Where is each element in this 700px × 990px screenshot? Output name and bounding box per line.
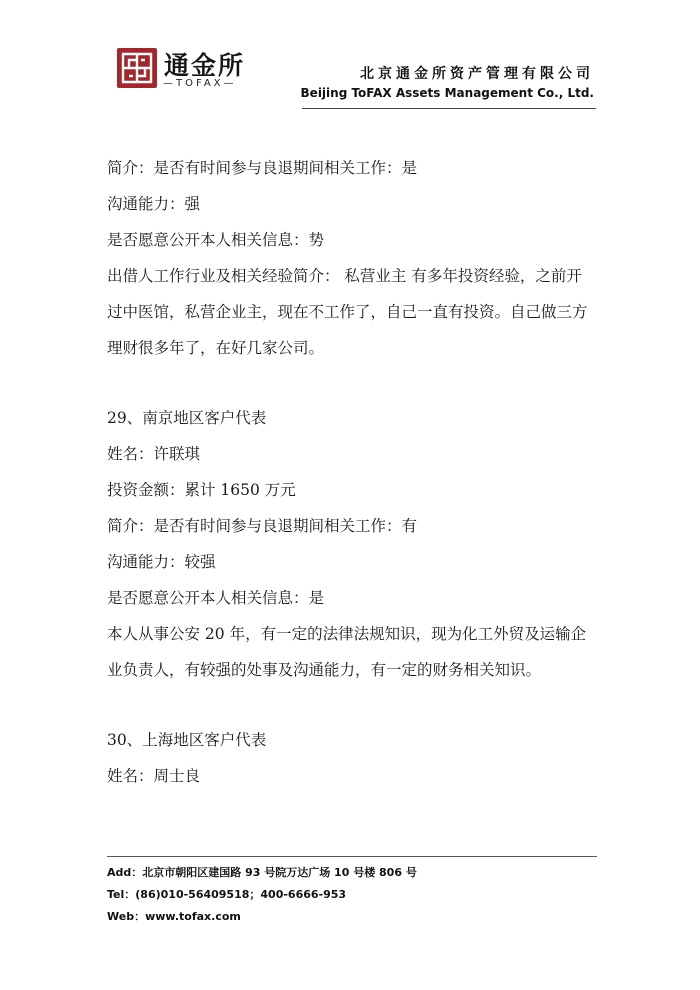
text-line: 投资金额：累计 1650 万元 <box>107 481 296 499</box>
section-heading: 30、上海地区客户代表 <box>107 731 267 749</box>
text-line: 沟通能力：较强 <box>107 553 216 571</box>
text-line: 简介：是否有时间参与良退期间相关工作：有 <box>107 517 418 535</box>
section-heading: 29、南京地区客户代表 <box>107 409 267 427</box>
section-gap <box>107 366 597 400</box>
text-line: 是否愿意公开本人相关信息：势 <box>107 231 325 249</box>
text-line: 姓名：许联琪 <box>107 445 201 463</box>
company-name-english: Beijing ToFAX Assets Management Co., Ltd. <box>300 86 594 100</box>
footer-address: Add：北京市朝阳区建国路 93 号院万达广场 10 号楼 806 号 <box>107 866 417 879</box>
company-name-chinese: 北京通金所资产管理有限公司 <box>360 66 594 82</box>
company-logo <box>117 48 257 96</box>
header-divider <box>302 108 596 109</box>
text-line: 是否愿意公开本人相关信息：是 <box>107 589 325 607</box>
text-line: 简介：是否有时间参与良退期间相关工作：是 <box>107 159 418 177</box>
text-line: 姓名：周士良 <box>107 767 201 785</box>
document-body <box>107 150 597 794</box>
footer-website: Web：www.tofax.com <box>107 910 241 923</box>
seal-logo-icon <box>117 48 157 88</box>
text-paragraph: 本人从事公安 20 年，有一定的法律法规知识，现为化工外贸及运输企业负责人，有较强的处事及沟通能力，有一定的财务相关知识。 <box>107 625 587 679</box>
text-line: 沟通能力：强 <box>107 195 201 213</box>
page-header <box>0 0 700 115</box>
footer-divider <box>107 856 597 857</box>
page-footer <box>107 862 597 928</box>
logo-english-name: —TOFAX— <box>163 78 237 89</box>
logo-chinese-name: 通金所 <box>164 51 246 80</box>
section-gap <box>107 688 597 722</box>
footer-telephone: Tel：(86)010-56409518；400-6666-953 <box>107 888 347 901</box>
text-paragraph: 出借人工作行业及相关经验简介： 私营业主 有多年投资经验，之前开过中医馆，私营企业主，现在不工作了，自己一直有投资。自己做三方理财很多年了，在好几家公司。 <box>107 267 588 357</box>
